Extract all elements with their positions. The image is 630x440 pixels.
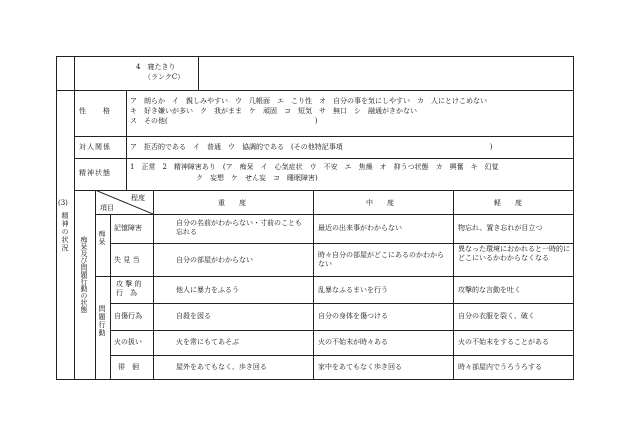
rule bbox=[453, 190, 454, 380]
interpersonal-text: ア 拒否的である イ 普通 ウ 協調的である (その他特記事項 ) bbox=[130, 143, 493, 151]
item-header: 項目 bbox=[100, 204, 114, 212]
personality-line2: キ 好き嫌いが多い ク 我がまま ケ 頑固 コ 短気 サ 無口 シ 融通がきかない bbox=[130, 107, 417, 115]
rule bbox=[110, 355, 574, 356]
row-severe: 屋外をあてもなく、歩き回る bbox=[176, 363, 267, 371]
row-moderate: 最近の出来事がわからない bbox=[318, 224, 402, 232]
dementia-side-label: 痴呆及び問題行動の状態 bbox=[80, 236, 88, 313]
rule bbox=[95, 214, 574, 215]
personality-label: 性 格 bbox=[79, 107, 111, 115]
row-item: 失 見 当 bbox=[114, 256, 140, 264]
row-mild: 時々部屋内でうろうろする bbox=[458, 363, 542, 371]
row-item: 火の扱い bbox=[114, 338, 142, 346]
section-title: 精神の状況 bbox=[61, 212, 69, 252]
row-severe: 火を常にもてあそぶ bbox=[176, 338, 239, 346]
rule bbox=[110, 243, 574, 244]
rule bbox=[74, 56, 75, 90]
row-mild: 異なった環境におかれると一時的にどこにいるかわからなくなる bbox=[458, 245, 570, 262]
severity-header-severe: 重 度 bbox=[218, 199, 246, 207]
mental-state-label: 精神状態 bbox=[79, 169, 111, 177]
mental-state-line1: 1 正常 2 精神障害あり (ア 痴呆 イ 心気症状 ウ 不安 エ 焦燥 オ 抑うつ状態 カ 興奮 キ 幻覚 bbox=[130, 163, 499, 171]
rule bbox=[126, 90, 127, 190]
mental-state-line2: ク 妄想 ケ せん妄 コ 睡眠障害) bbox=[196, 174, 318, 182]
rule bbox=[95, 190, 96, 380]
rule bbox=[110, 330, 574, 331]
row-mild: 火の不始末をすることがある bbox=[458, 338, 549, 346]
row-item: 攻 撃 的 行 為 bbox=[116, 280, 142, 297]
row-severe: 自分の部屋がわからない bbox=[176, 256, 253, 264]
group-problem-label: 問題行動 bbox=[98, 305, 106, 337]
rule bbox=[110, 276, 574, 277]
rule bbox=[74, 136, 574, 137]
row-mild: 自分の衣服を裂く、破く bbox=[458, 312, 535, 320]
rule bbox=[56, 90, 574, 91]
section-number: (3) bbox=[58, 199, 68, 207]
degree-header: 程度 bbox=[131, 194, 145, 202]
rule bbox=[153, 190, 154, 380]
personality-line3: ス その他( ) bbox=[130, 117, 318, 125]
rule bbox=[74, 158, 574, 159]
severity-header-moderate: 中 度 bbox=[366, 199, 394, 207]
row-severe: 他人に暴力をふるう bbox=[176, 286, 239, 294]
row-moderate: 自分の身体を傷つける bbox=[318, 312, 388, 320]
row-mild: 物忘れ、置き忘れが目立つ bbox=[458, 224, 543, 232]
row-mild: 攻撃的な言動を吐く bbox=[458, 286, 521, 294]
top-row-line2: （ランクC） bbox=[144, 73, 185, 81]
interpersonal-label: 対人関係 bbox=[79, 143, 111, 151]
personality-line1: ア 朗らか イ 親しみやすい ウ 几帳面 エ こり性 オ 自分の事を気にしやすい カ 人にとけこめない bbox=[130, 97, 487, 105]
rule bbox=[95, 276, 110, 277]
row-moderate: 火の不始末が時々ある bbox=[318, 338, 388, 346]
severity-header-mild: 軽 度 bbox=[494, 199, 522, 207]
rule bbox=[110, 303, 574, 304]
rule bbox=[74, 90, 75, 380]
row-item: 徘 徊 bbox=[118, 363, 139, 371]
row-severe: 自殺を図る bbox=[176, 312, 211, 320]
row-moderate: 乱暴なふるまいを行う bbox=[318, 286, 388, 294]
row-item: 記憶障害 bbox=[114, 224, 142, 232]
row-item: 自傷行為 bbox=[114, 312, 142, 320]
group-dementia-label: 痴呆 bbox=[98, 230, 106, 246]
row-severe: 自分の名前がわからない・寸前のことも忘れる bbox=[176, 219, 302, 236]
top-row-line1: 4 寝たきり bbox=[136, 63, 176, 71]
rule bbox=[313, 190, 314, 380]
row-moderate: 時々自分の部屋がどこにあるのかわからない bbox=[318, 251, 444, 268]
rule bbox=[198, 56, 199, 90]
row-moderate: 家中をあてもなく歩き回る bbox=[318, 363, 402, 371]
